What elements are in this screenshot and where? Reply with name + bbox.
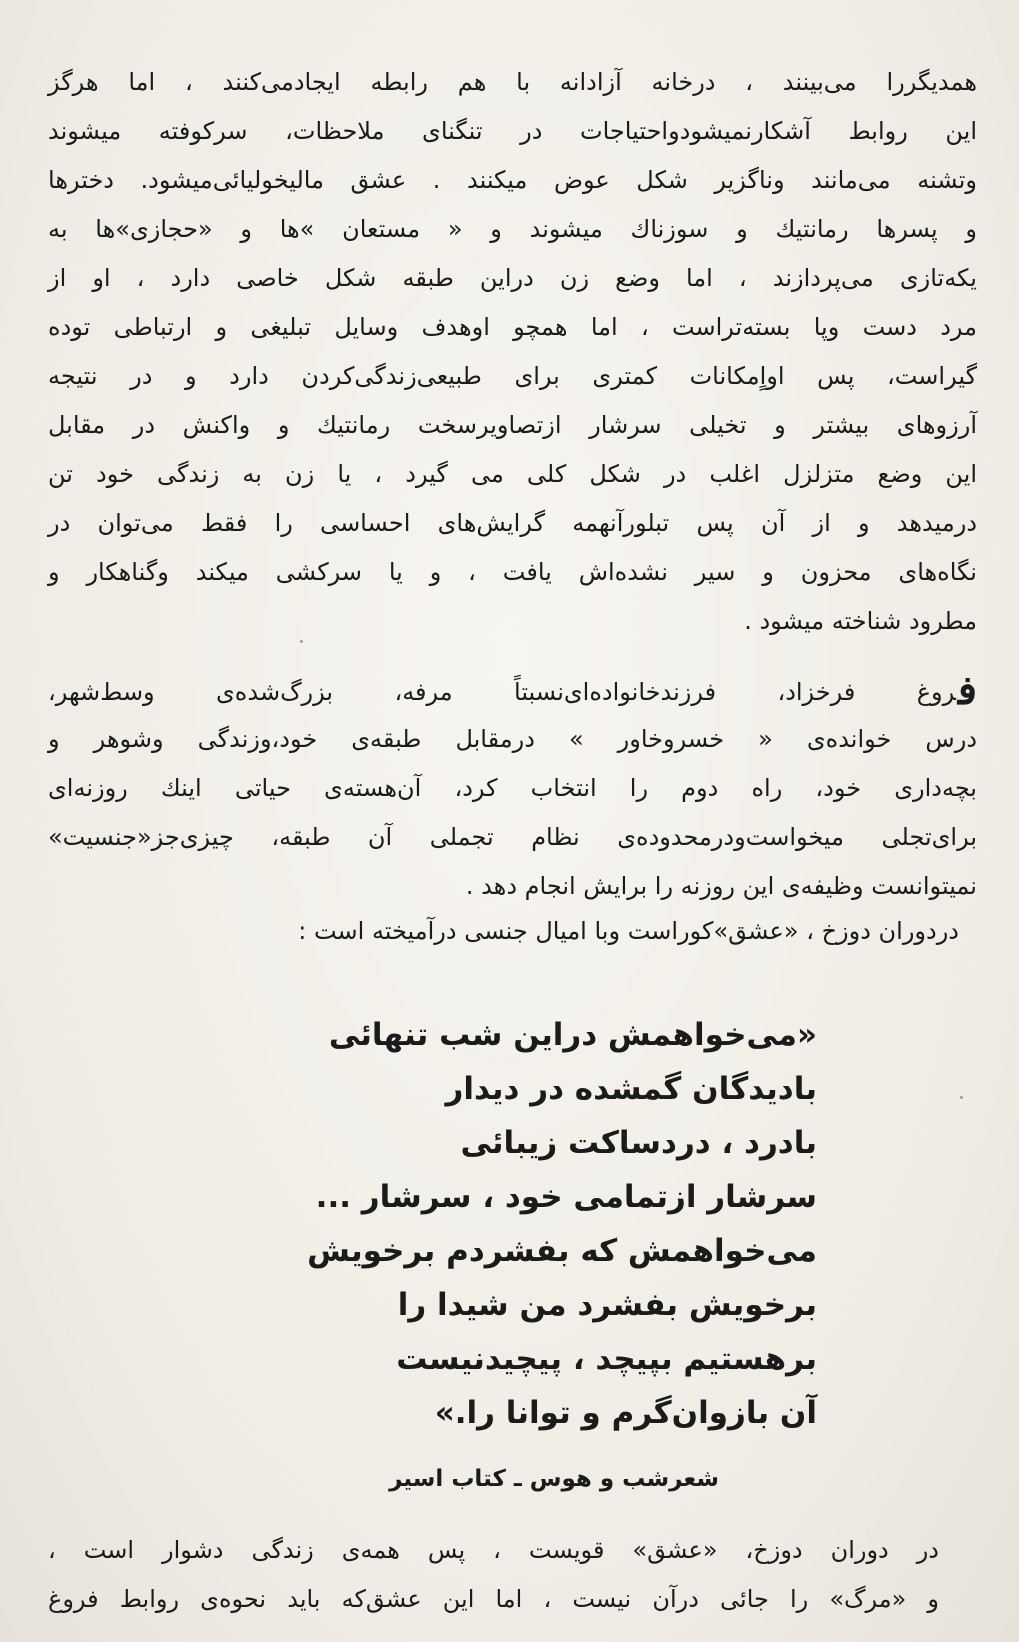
poem-block — [237, 1008, 817, 1440]
poem-line: آن بازوان‌گرم و توانا را.» — [434, 1395, 817, 1431]
text-line: این وضع متزلزل اغلب در شکل کلی می گیرد ، یا زن به زندگی خود تن — [48, 460, 977, 488]
first-line-text: روغ فرخزاد، فرزندخانواده‌ای‌نسبتاً مرفه، بزرگ‌شده‌ی وسط‌شهر، — [48, 678, 956, 706]
text-line: مطرود شناخته میشود . — [744, 607, 977, 635]
paragraph-1 — [48, 58, 977, 646]
text-line: برای‌تجلی میخواست‌ودرمحدوده‌ی نظام تجملی آن طبقه، چیزی‌جز«جنسیت» — [48, 823, 977, 851]
poem-line: بادرد ، دردساکت زیبائی — [460, 1125, 817, 1161]
text-line: آرزوهای بیشتر و تخیلی سرشار ازتصاویرسخت رمانتیك و واکنش در مقابل — [48, 411, 977, 439]
text-line: همدیگررا می‌بینند ، درخانه آزادانه با هم رابطه ایجادمی‌کنند ، اما هرگز — [48, 68, 977, 96]
scan-speck — [300, 640, 303, 643]
poem-line: بادیدگان گمشده در دیدار — [445, 1071, 817, 1107]
poem-line: می‌خواهمش که بفشردم برخویش — [307, 1233, 817, 1269]
text-line: نگاه‌های محزون و سیر نشده‌اش یافت ، و یا سرکشی میکند وگناهکار و — [48, 558, 977, 586]
text-line: در دوران دوزخ، «عشق» قویست ، پس همه‌ی زندگی دشوار است ، — [48, 1536, 939, 1564]
poem-line: سرشار ازتمامی خود ، سرشار ... — [315, 1179, 817, 1215]
text-line: وتشنه می‌مانند وناگزیر شکل عوض میکنند . عشق مالیخولیائی‌میشود. دخترها — [48, 166, 977, 194]
text-line: نمیتوانست وظیفه‌ی این روزنه را برایش انجام دهد . — [465, 872, 977, 900]
poem-line: برخویش بفشرد من شیدا را — [397, 1287, 817, 1323]
paragraph-2 — [48, 666, 977, 911]
text-line: درمیدهد و از آن پس تبلورآنهمه گرایش‌های احساسی را فقط می‌توان در — [48, 509, 977, 537]
text-line: گیراست، پس اواٍمکانات کمتری برای طبیعی‌زندگی‌کردن دارد و در نتیجه — [48, 362, 977, 390]
text-line: مرد دست وپا بسته‌تراست ، اما همچو اوهدف وسایل تبلیغی و ارتباطی توده — [48, 313, 977, 341]
text-line: درس خوانده‌ی « خسروخاور » درمقابل طبقه‌ی خود،وزندگی وشوهر و — [48, 725, 977, 753]
text-line: و پسرها رمانتیك و سوزناك میشوند و « مستعان »ها و «حجازی»ها به — [48, 215, 977, 243]
paragraph-3 — [48, 1526, 939, 1624]
text-line: بچه‌داری خود، راه دوم را انتخاب کرد، آن‌هسته‌ی حیاتی اینك روزنه‌ای — [48, 774, 977, 802]
poem-line: برهستیم بپیچد ، پیچیدنیست — [396, 1341, 817, 1377]
drop-cap: ف — [957, 667, 977, 714]
text-line: این روابط آشکارنمیشودواحتیاجات در تنگنای ملاحظات، سرکوفته میشوند — [48, 117, 977, 145]
text-line: و «مرگ» را جائی درآن نیست ، اما این عشق‌که باید نحوه‌ی روابط فروغ — [48, 1585, 939, 1613]
poem-line: «می‌خواهمش دراین شب تنهائی — [328, 1017, 817, 1053]
poem-intro-line: دردوران دوزخ ، «عشق»کوراست وبا امیال جنسی درآمیخته است : — [298, 917, 959, 945]
text-line: یکه‌تازی می‌پردازند ، اما وضع زن دراین طبقه شکل خاصی دارد ، او از — [48, 264, 977, 292]
text-line-with-drop-cap — [48, 666, 977, 715]
poem-source-caption: شعرشب و هوس ـ کتاب اسیر — [389, 1466, 719, 1492]
scan-speck — [960, 1096, 963, 1099]
